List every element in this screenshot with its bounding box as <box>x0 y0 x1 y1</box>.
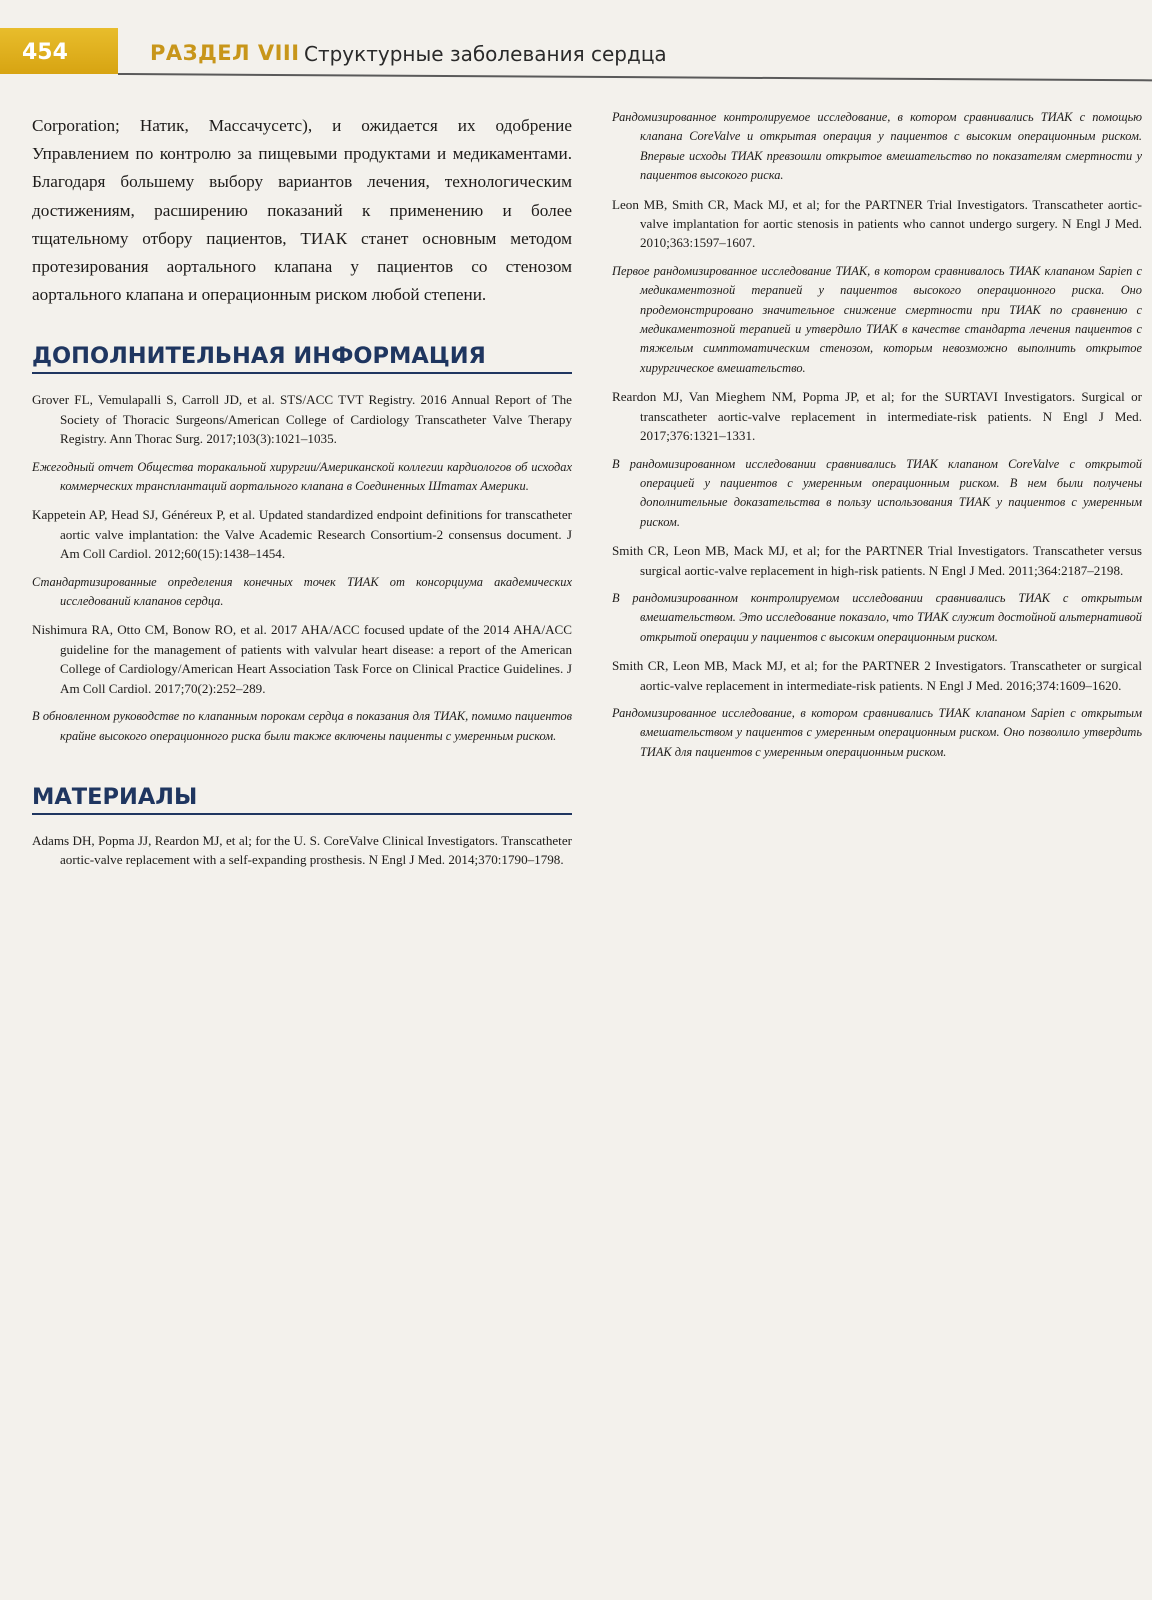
section-title: Структурные заболевания сердца <box>304 42 667 66</box>
reference-citation: Grover FL, Vemulapalli S, Carroll JD, et al. STS/ACC TVT Registry. 2016 Annual Report of The Society of Thoracic Surgeons/American College of Cardiology Transcatheter Valve Therapy Registry. Ann Thorac Surg. 2017;103(3):1021–1035. <box>32 392 572 447</box>
reference-note: Ежегодный отчет Общества торакальной хирургии/Американской коллегии кардиологов об исходах коммерческих трансплантаций аортального клапана в Соединенных Штатах Америки. <box>32 459 572 494</box>
reference-note: Первое рандомизированное исследование ТИАК, в котором сравнивалось ТИАК клапаном Sapien с медикаментозной терапией у пациентов высокого операционного риска. Оно продемонстрировано значительное снижение смертности при ТИАК по сравнению с медикаментозной терапией и утвердило ТИАК в качестве стандарта лечения пациентов с тяжелым симптоматическим стенозом, которым невозможно выполнить открытое хирургическое вмешательство. <box>612 263 1142 375</box>
additional-info-heading: ДОПОЛНИТЕЛЬНАЯ ИНФОРМАЦИЯ <box>32 343 572 374</box>
reference-note: В рандомизированном контролируемом исследовании сравнивались ТИАК с открытым вмешательством. Это исследование показало, что ТИАК служит достойной альтернативой открытой операции у пациентов с высоким операционным риском. <box>612 590 1142 644</box>
reference-citation: Nishimura RA, Otto CM, Bonow RO, et al. 2017 AHA/ACC focused update of the 2014 AHA/ACC guideline for the management of patients with valvular heart disease: a report of the American College of Cardiology/American Heart Association Task Force on Clinical Practice Guidelines. J Am Coll Cardiol. 2017;70(2):252–289. <box>32 622 572 696</box>
page-number: 454 <box>22 40 68 65</box>
reference-note: Рандомизированное исследование, в котором сравнивались ТИАК клапаном Sapien с открытым вмешательством у пациентов с умеренным операционным риском. Оно позволило утвердить ТИАК для пациентов с умеренным операционным риском. <box>612 705 1142 759</box>
reference-citation: Reardon MJ, Van Mieghem NM, Popma JP, et al; for the SURTAVI Investigators. Surgical or transcatheter aortic-valve replacement in intermediate-risk patients. N Engl J Med. 2017;376:1321–1331. <box>612 389 1142 444</box>
reference-note: В обновленном руководстве по клапанным порокам сердца в показания для ТИАК, помимо пациентов крайне высокого операционного риска были также включены пациенты с умеренным риском. <box>32 709 572 743</box>
reference-citation: Leon MB, Smith CR, Mack MJ, et al; for the PARTNER Trial Investigators. Transcatheter aortic-valve implantation for aortic stenosis in patients who cannot undergo surgery. N Engl J Med. 2010;363:1597–1607. <box>612 196 1142 251</box>
header-rule <box>118 73 1152 81</box>
materials-heading: МАТЕРИАЛЫ <box>32 784 572 815</box>
page-header <box>0 0 1152 75</box>
left-column <box>32 112 572 879</box>
reference-note: Стандартизированные определения конечных точек ТИАК от консорциума академических исследований клапанов сердца. <box>32 574 572 609</box>
reference-citation: Kappetein AP, Head SJ, Généreux P, et al. Updated standardized endpoint definitions for transcatheter aortic valve implantation: the Valve Academic Research Consortium-2 consensus document. J Am Coll Cardiol. 2012;60(15):1438–1454. <box>32 507 572 562</box>
reference-note: В рандомизированном исследовании сравнивались ТИАК клапаном CoreValve с открытой операцией у пациентов с умеренным операционным риском. В нем были получены дополнительные доказательства в пользу использования ТИАК у пациентов с умеренным риском. <box>612 456 1142 529</box>
reference-citation: Smith CR, Leon MB, Mack MJ, et al; for the PARTNER Trial Investigators. Transcatheter versus surgical aortic-valve replacement in high-risk patients. N Engl J Med. 2011;364:2187–2198. <box>612 543 1142 578</box>
reference-citation: Adams DH, Popma JJ, Reardon MJ, et al; for the U. S. CoreValve Clinical Investigators. Transcatheter aortic-valve replacement with a self-expanding prosthesis. N Engl J Med. 2014;370:1790–1798. <box>32 832 572 868</box>
reference-note: Рандомизированное контролируемое исследование, в котором сравнивались ТИАК с помощью клапана CoreValve и открытая операция у пациентов с высоким операционным риском. Впервые исходы ТИАК превзошли открытое вмешательство по показателям смертности у пациентов высокого риска. <box>612 110 1142 183</box>
right-column <box>612 108 1142 771</box>
section-label: РАЗДЕЛ VIII <box>150 41 300 65</box>
reference-citation: Smith CR, Leon MB, Mack MJ, et al; for the PARTNER 2 Investigators. Transcatheter or surgical aortic-valve replacement in intermediate-risk patients. N Engl J Med. 2016;374:1609–1620. <box>612 658 1142 693</box>
intro-paragraph: Corporation; Натик, Массачусетс), и ожидается их одобрение Управлением по контролю за пищевыми продуктами и медикаментами. Благодаря большему выбору вариантов лечения, технологическим достижениям, расширению показаний к применению и более тщательному отбору пациентов, ТИАК станет основным методом протезирования аортального клапана у пациентов со стенозом аортального клапана и операционным риском любой степени. <box>32 116 572 305</box>
